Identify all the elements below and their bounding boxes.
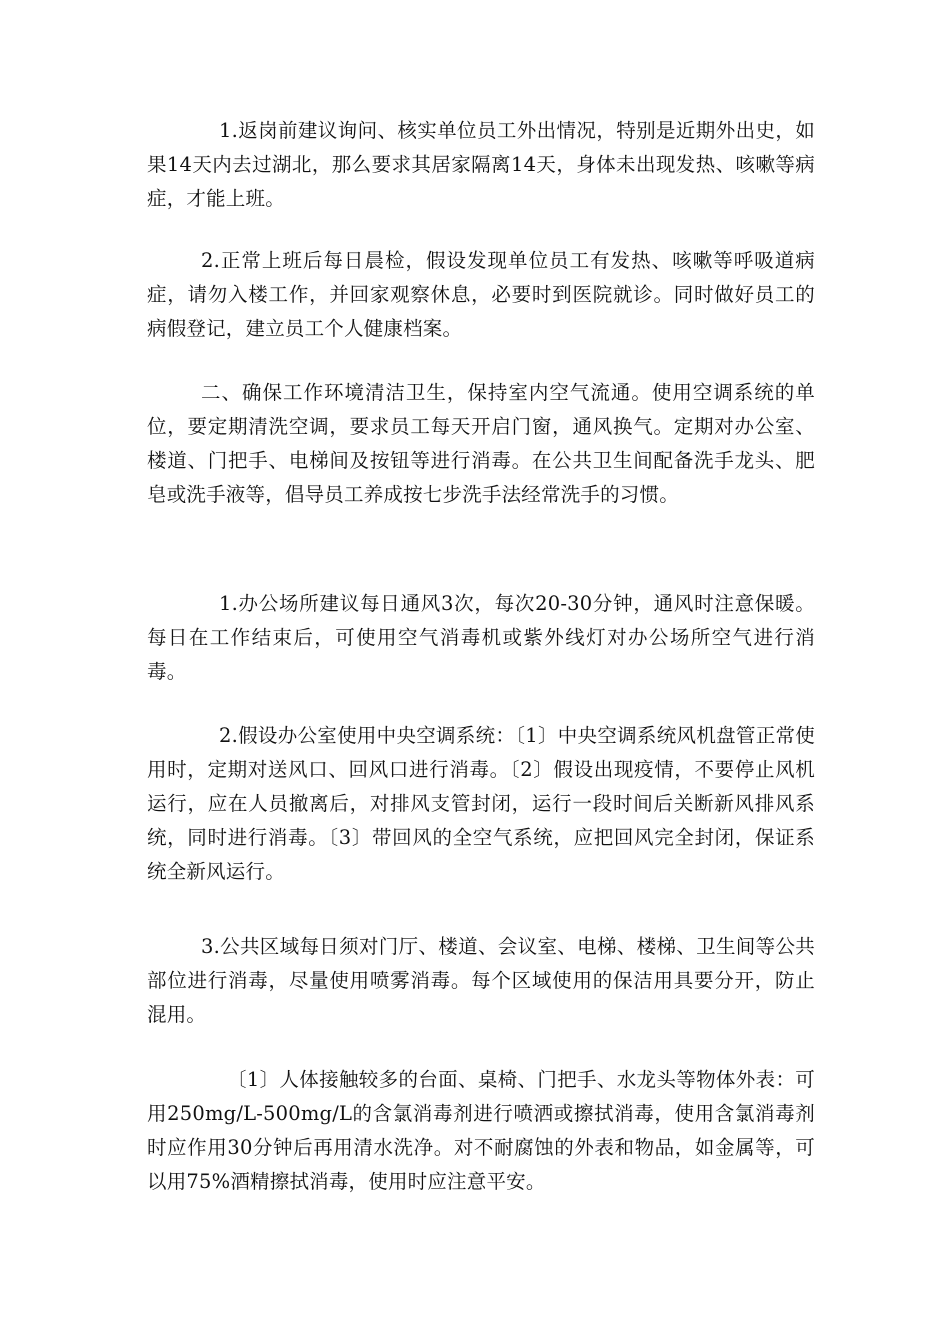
- paragraph-morning-check: 2.正常上班后每日晨检，假设发现单位员工有发热、咳嗽等呼吸道病症，请勿入楼工作，并回家观察休息，必要时到医院就诊。同时做好员工的病假登记，建立员工个人健康档案。: [147, 249, 815, 340]
- paragraph-section-two-heading: 二、确保工作环境清洁卫生，保持室内空气流通。使用空调系统的单位，要定期清洗空调，要求员工每天开启门窗，通风换气。定期对办公室、楼道、门把手、电梯间及按钮等进行消毒。在公共卫生间配备洗手龙头、肥皂或洗手液等，倡导员工养成按七步洗手法经常洗手的习惯。: [147, 381, 815, 506]
- paragraph-public-area-disinfection: 3.公共区域每日须对门厅、楼道、会议室、电梯、楼梯、卫生间等公共部位进行消毒，尽量使用喷雾消毒。每个区域使用的保洁用具要分开，防止混用。: [147, 935, 815, 1026]
- paragraph-central-air-conditioning: 2.假设办公室使用中央空调系统：〔1〕中央空调系统风机盘管正常使用时，定期对送风口、回风口进行消毒。〔2〕假设出现疫情，不要停止风机运行，应在人员撤离后，对排风支管封闭，运行一段时间后关断新风排风系统，同时进行消毒。〔3〕带回风的全空气系统，应把回风完全封闭，保证系统全新风运行。: [147, 724, 815, 883]
- paragraph-return-inquiry: 1.返岗前建议询问、核实单位员工外出情况，特别是近期外出史，如果14天内去过湖北，那么要求其居家隔离14天，身体未出现发热、咳嗽等病症，才能上班。: [147, 119, 815, 210]
- paragraph-surface-disinfection: 〔1〕人体接触较多的台面、桌椅、门把手、水龙头等物体外表：可用250mg/L-500mg/L的含氯消毒剂进行喷洒或擦拭消毒，使用含氯消毒剂时应作用30分钟后再用清水洗净。对不耐腐蚀的外表和物品，如金属等，可以用75%酒精擦拭消毒，使用时应注意平安。: [147, 1068, 815, 1193]
- paragraph-ventilation: 1.办公场所建议每日通风3次，每次20-30分钟，通风时注意保暖。每日在工作结束后，可使用空气消毒机或紫外线灯对办公场所空气进行消毒。: [147, 592, 815, 683]
